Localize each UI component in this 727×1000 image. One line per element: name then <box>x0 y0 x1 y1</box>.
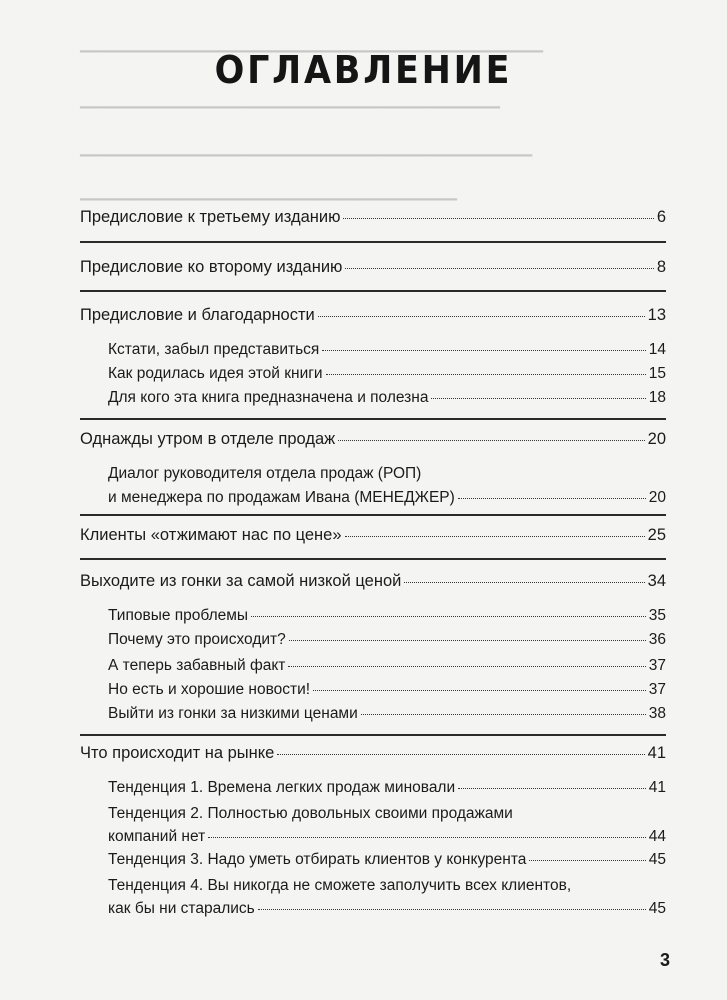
toc-subentry[interactable] <box>108 606 666 625</box>
dot-leader <box>288 666 645 667</box>
toc-entry-title: Однажды утром в отделе продаж <box>80 430 336 448</box>
toc-entry-page: 38 <box>648 705 666 722</box>
dot-leader <box>258 909 646 910</box>
section-divider <box>80 290 666 292</box>
bleed-through-decoration: ▁▁▁▁▁▁▁▁▁▁▁▁▁▁▁▁▁▁▁▁▁▁▁▁▁▁▁▁▁▁▁▁▁▁▁ <box>80 184 457 200</box>
toc-entry-title: и менеджера по продажам Ивана (МЕНЕДЖЕР) <box>108 489 455 506</box>
toc-subentry[interactable] <box>108 340 666 359</box>
toc-entry-title: Кстати, забыл представиться <box>108 341 320 358</box>
toc-subentry[interactable] <box>108 876 666 918</box>
dot-leader <box>313 690 646 691</box>
toc-entry-page: 37 <box>648 681 666 698</box>
toc-entry-page: 25 <box>647 526 666 544</box>
toc-entry-title-line1: Тенденция 4. Вы никогда не сможете заполучить всех клиентов, <box>108 877 572 894</box>
toc-entry-page: 18 <box>648 389 666 406</box>
toc-subentry[interactable] <box>108 850 666 869</box>
toc-entry[interactable] <box>80 208 666 227</box>
toc-subentry[interactable] <box>108 464 666 507</box>
toc-entry[interactable] <box>80 430 666 449</box>
section-divider <box>80 514 666 516</box>
toc-entry-title: Выходите из гонки за самой низкой ценой <box>80 572 402 590</box>
dot-leader <box>208 837 646 838</box>
toc-entry-page: 20 <box>648 489 666 506</box>
toc-entry-page: 41 <box>647 744 666 762</box>
dot-leader <box>345 536 645 537</box>
toc-subentry[interactable] <box>108 680 666 699</box>
dot-leader <box>345 268 653 269</box>
dot-leader <box>343 218 653 219</box>
toc-entry-title: как бы ни старались <box>108 900 255 917</box>
dot-leader <box>458 498 646 499</box>
section-divider <box>80 418 666 420</box>
dot-leader <box>277 754 644 755</box>
toc-entry-title: Тенденция 3. Надо уметь отбирать клиентов у конкурента <box>108 851 527 868</box>
toc-subentry[interactable] <box>108 656 666 675</box>
dot-leader <box>322 350 645 351</box>
toc-entry-page: 14 <box>648 341 666 358</box>
toc-entry-page: 15 <box>648 365 666 382</box>
dot-leader <box>326 374 646 375</box>
toc-entry-page: 20 <box>647 430 666 448</box>
toc-entry-page: 36 <box>648 631 666 648</box>
dot-leader <box>529 860 645 861</box>
toc-entry-page: 8 <box>656 258 666 276</box>
toc-entry-title-line1: Тенденция 2. Полностью довольных своими продажами <box>108 805 513 822</box>
toc-entry-title: компаний нет <box>108 828 206 845</box>
toc-entry-page: 13 <box>647 306 666 324</box>
dot-leader <box>289 640 646 641</box>
bleed-through-decoration: ▁▁▁▁▁▁▁▁▁▁▁▁▁▁▁▁▁▁▁▁▁▁▁▁▁▁▁▁▁▁▁▁▁▁▁▁▁▁▁▁▁▁ <box>80 140 533 156</box>
toc-subentry[interactable] <box>108 778 666 797</box>
dot-leader <box>338 440 644 441</box>
toc-entry-page: 35 <box>648 607 666 624</box>
toc-entry-page: 41 <box>648 779 666 796</box>
bleed-through-decoration: ▁▁▁▁▁▁▁▁▁▁▁▁▁▁▁▁▁▁▁▁▁▁▁▁▁▁▁▁▁▁▁▁▁▁▁▁▁▁▁▁▁▁▁ <box>80 36 543 52</box>
toc-entry-title: Типовые проблемы <box>108 607 249 624</box>
toc-subentry[interactable] <box>108 364 666 383</box>
toc-entry-title: Но есть и хорошие новости! <box>108 681 311 698</box>
toc-entry-title: Что происходит на рынке <box>80 744 275 762</box>
toc-entry-page: 45 <box>648 900 666 917</box>
toc-entry-title-line1: Диалог руководителя отдела продаж (РОП) <box>108 465 422 482</box>
toc-subentry[interactable] <box>108 804 666 846</box>
dot-leader <box>251 616 646 617</box>
toc-entry[interactable] <box>80 258 666 277</box>
toc-entry-title: А теперь забавный факт <box>108 657 286 674</box>
dot-leader <box>361 714 646 715</box>
dot-leader <box>431 398 645 399</box>
toc-entry-title: Предисловие и благодарности <box>80 306 315 324</box>
toc-subentry[interactable] <box>108 704 666 723</box>
toc-entry-title: Предисловие к третьему изданию <box>80 208 341 226</box>
toc-entry-title: Клиенты «отжимают нас по цене» <box>80 526 342 544</box>
toc-entry-page: 37 <box>648 657 666 674</box>
page-title: ОГЛАВЛЕНИЕ <box>214 48 513 92</box>
toc-subentry[interactable] <box>108 388 666 407</box>
section-divider <box>80 241 666 243</box>
toc-subentry[interactable] <box>108 630 666 649</box>
dot-leader <box>404 582 644 583</box>
bleed-through-decoration: ▁▁▁▁▁▁▁▁▁▁▁▁▁▁▁▁▁▁▁▁▁▁▁▁▁▁▁▁▁▁▁▁▁▁▁▁▁▁▁ <box>80 92 500 108</box>
toc-entry[interactable] <box>80 526 666 545</box>
toc-entry-page: 44 <box>648 828 666 845</box>
toc-entry-title: Выйти из гонки за низкими ценами <box>108 705 358 722</box>
section-divider <box>80 734 666 736</box>
toc-entry[interactable] <box>80 572 666 591</box>
toc-entry-title: Тенденция 1. Времена легких продаж миновали <box>108 779 456 796</box>
dot-leader <box>458 788 646 789</box>
page-number: 3 <box>660 950 671 970</box>
toc-entry-title: Почему это происходит? <box>108 631 286 648</box>
toc-entry[interactable] <box>80 744 666 763</box>
toc-entry-page: 45 <box>648 851 666 868</box>
dot-leader <box>318 316 645 317</box>
toc-entry-title: Как родилась идея этой книги <box>108 365 323 382</box>
toc-entry-page: 6 <box>656 208 666 226</box>
section-divider <box>80 558 666 560</box>
toc-entry-page: 34 <box>647 572 666 590</box>
toc-entry-title: Для кого эта книга предназначена и полезна <box>108 389 429 406</box>
toc-entry-title: Предисловие ко второму изданию <box>80 258 343 276</box>
toc-entry[interactable] <box>80 306 666 325</box>
